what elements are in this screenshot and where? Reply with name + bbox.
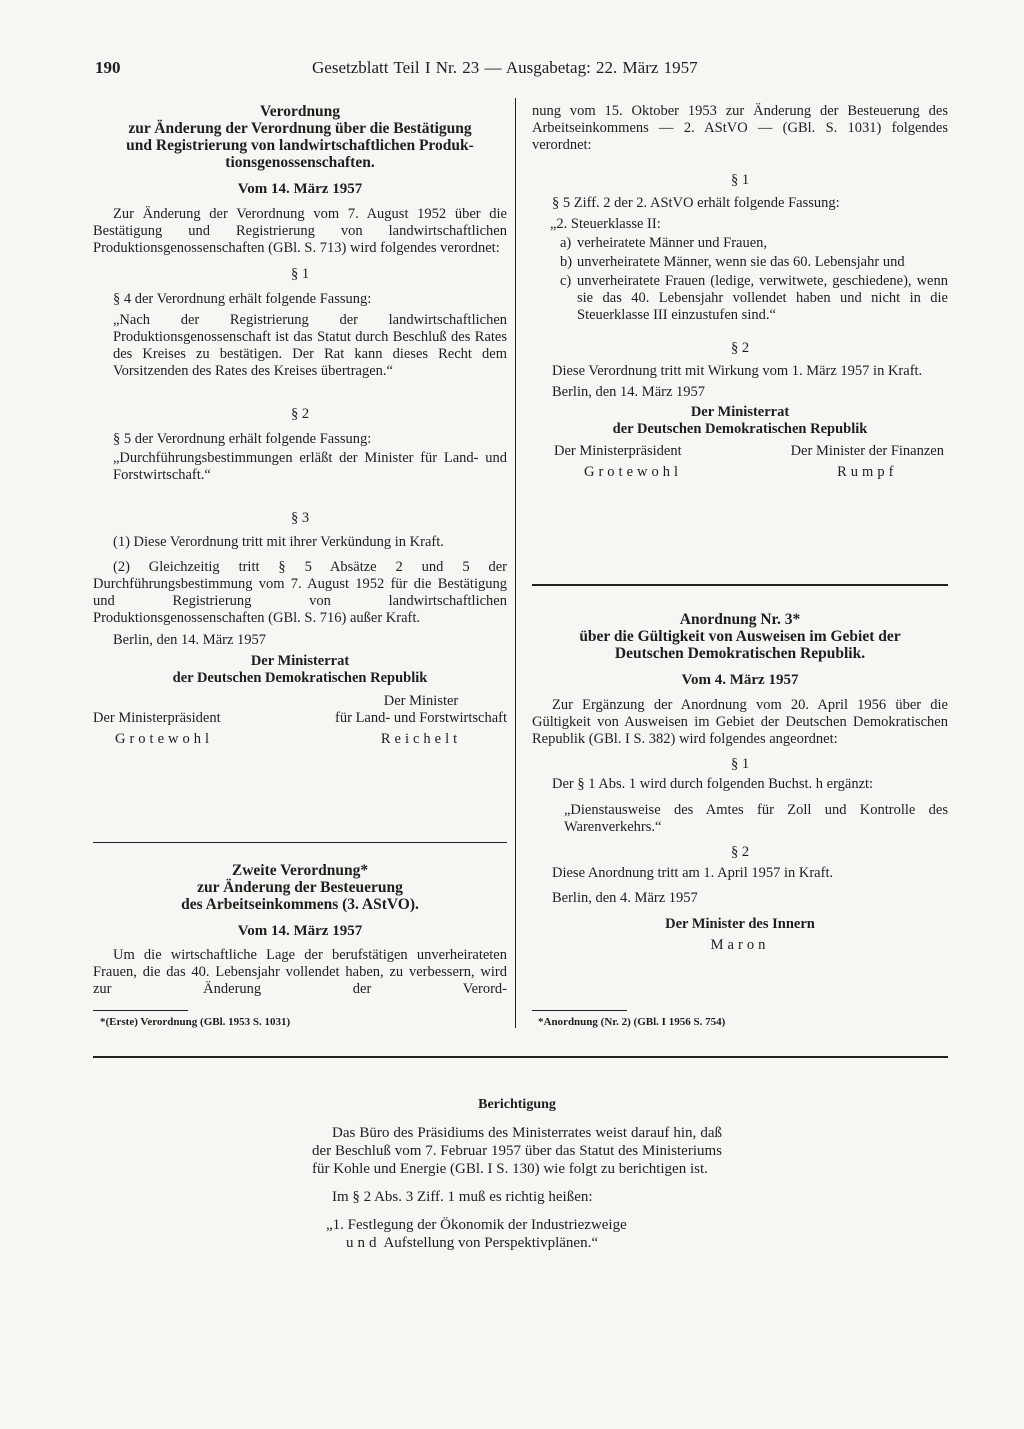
signatory-title: Der Minister des Innern bbox=[665, 916, 815, 932]
section-text: § 5 Ziff. 2 der 2. AStVO erhält folgende Fassung: bbox=[552, 195, 840, 211]
article-title-line: über die Gültigkeit von Ausweisen im Gebiet der bbox=[579, 628, 901, 645]
section-text: Diese Verordnung tritt mit Wirkung vom 1. März 1957 in Kraft. bbox=[552, 363, 923, 379]
section-heading: § 1 bbox=[730, 172, 750, 188]
footnote-rule bbox=[93, 1010, 188, 1011]
list-item-label: a) bbox=[560, 235, 572, 251]
signature-block bbox=[93, 693, 507, 748]
issuer-line: Der Ministerrat bbox=[690, 404, 790, 420]
section-quote: „2. Steuerklasse II: bbox=[550, 216, 661, 232]
signatory-name: Grotewohl bbox=[584, 464, 683, 480]
signatory-name: Maron bbox=[710, 937, 770, 953]
section-quote: „Dienstausweise des Amtes für Zoll und Kontrolle des Warenverkehrs.“ bbox=[564, 802, 948, 835]
section-heading: § 1 bbox=[290, 266, 310, 282]
signature-block bbox=[532, 443, 948, 481]
article-title-line: des Arbeitseinkommens (3. AStVO). bbox=[181, 896, 419, 913]
list-item bbox=[532, 273, 948, 324]
article-anordnung bbox=[532, 611, 948, 954]
page-separator bbox=[93, 1056, 948, 1058]
section-quote: „Durchführungsbestimmungen erläßt der Minister für Land- und Forstwirtschaft.“ bbox=[113, 450, 507, 483]
page-number: 190 bbox=[95, 58, 121, 77]
signature-left bbox=[554, 443, 682, 481]
article-date: Vom 14. März 1957 bbox=[237, 923, 363, 939]
footnote-rule bbox=[532, 1010, 627, 1011]
footnote: *Anordnung (Nr. 2) (GBl. I 1956 S. 754) bbox=[538, 1016, 726, 1028]
issuer-line: der Deutschen Demokratischen Republik bbox=[612, 421, 868, 437]
issuer-line: der Deutschen Demokratischen Republik bbox=[172, 670, 428, 686]
article-title: Zweite Verordnung* bbox=[231, 862, 369, 879]
section-quote: „Nach der Registrierung der landwirtschaftlichen Produktionsgenossenschaft ist das Statut durch Beschluß des Rates des Kreises zu bestätigen. Der Rat kann dieses Recht dem Vorsitzenden des Rates des Kreises übertragen.“ bbox=[113, 312, 507, 379]
quote-text: Aufstellung von Perspektivplänen.“ bbox=[383, 1235, 598, 1251]
signatory-title: Der Ministerpräsident bbox=[93, 710, 221, 726]
correction-text: Das Büro des Präsidiums des Ministerrates weist darauf hin, daß der Beschluß vom 7. Februar 1957 über das Statut des Ministeriums für Kohle und Energie (GBl. I S. 130) wie folgt zu berichtigen ist. bbox=[312, 1125, 722, 1177]
signatory-title: für Land- und Forstwirtschaft bbox=[335, 710, 507, 726]
article-intro: Zur Änderung der Verordnung vom 7. August 1952 über die Bestätigung und Registrierung von landwirtschaftlichen Produktionsgenossenschaften (GBl. S. 713) wird folgendes verordnet: bbox=[93, 206, 507, 256]
correction-quote: „1. Festlegung der Ökonomik der Industriezweige bbox=[326, 1217, 627, 1233]
signature-right bbox=[791, 443, 944, 481]
article-intro: Zur Ergänzung der Anordnung vom 20. April 1956 über die Gültigkeit von Ausweisen im Gebiet der Deutschen Demokratischen Republik (GBl. I S. 382) wird folgendes angeordnet: bbox=[532, 697, 948, 747]
issuer-line: Der Ministerrat bbox=[250, 653, 350, 669]
signature-left bbox=[93, 693, 221, 748]
right-column bbox=[532, 103, 948, 481]
section-paragraph: (1) Diese Verordnung tritt mit ihrer Verkündung in Kraft. bbox=[113, 534, 444, 550]
article-title-line: zur Änderung der Besteuerung bbox=[197, 879, 403, 896]
list-item bbox=[532, 254, 948, 271]
signatory-name: Rumpf bbox=[837, 464, 898, 480]
section-text: Der § 1 Abs. 1 wird durch folgenden Buchst. h ergänzt: bbox=[552, 776, 874, 792]
signatory-title: Der Minister der Finanzen bbox=[790, 443, 944, 459]
footnote: *(Erste) Verordnung (GBl. 1953 S. 1031) bbox=[100, 1016, 291, 1028]
list-item-text: unverheiratete Männer, wenn sie das 60. Lebensjahr und bbox=[577, 254, 905, 270]
article-title-line: und Registrierung von landwirtschaftlichen Produk- bbox=[126, 137, 474, 154]
column-divider bbox=[515, 98, 516, 1028]
article-intro: Um die wirtschaftliche Lage der berufstätigen unverheirateten Frauen, die das 40. Lebensjahr vollendet haben, zu verbessern, wird zur Änderung der Verord- bbox=[93, 947, 507, 997]
list-item-text: verheiratete Männer und Frauen, bbox=[577, 235, 768, 251]
article-intro-continued: nung vom 15. Oktober 1953 zur Änderung der Besteuerung des Arbeitseinkommens — 2. AStVO — (GBl. S. 1031) folgendes verordnet: bbox=[532, 103, 948, 153]
article-title-line: zur Änderung der Verordnung über die Bestätigung bbox=[128, 120, 472, 137]
article-title-line: tionsgenossenschaften. bbox=[225, 154, 375, 171]
section-paragraph: (2) Gleichzeitig tritt § 5 Absätze 2 und 5 der Durchführungsbestimmung vom 7. August 1952 für die Bestätigung und Registrierung von landwirtschaftlichen Produktionsgenossenschaften (GBl. S. 716) außer Kraft. bbox=[93, 559, 507, 626]
correction-instruction: Im § 2 Abs. 3 Ziff. 1 muß es richtig heißen: bbox=[332, 1189, 593, 1205]
signature-right bbox=[335, 693, 507, 748]
signatory-title: Der Ministerpräsident bbox=[554, 443, 682, 459]
article-title: Verordnung bbox=[259, 103, 341, 120]
left-column bbox=[93, 103, 507, 748]
correction-title: Berichtigung bbox=[478, 1097, 556, 1112]
signatory-title: Der Minister bbox=[383, 693, 459, 709]
section-text: § 4 der Verordnung erhält folgende Fassung: bbox=[113, 291, 372, 307]
section-heading: § 2 bbox=[290, 406, 310, 422]
list-item-label: c) bbox=[560, 273, 572, 289]
signatory-name: Grotewohl bbox=[115, 731, 214, 747]
signatory-name: Reichelt bbox=[380, 731, 462, 747]
correction-quote-line bbox=[312, 1234, 722, 1252]
running-title: Gesetzblatt Teil I Nr. 23 — Ausgabetag: 22. März 1957 bbox=[312, 58, 698, 77]
section-text: Diese Anordnung tritt am 1. April 1957 in Kraft. bbox=[552, 865, 834, 881]
article-verordnung-lpg bbox=[93, 103, 507, 748]
article-date: Vom 4. März 1957 bbox=[681, 672, 799, 688]
section-heading: § 1 bbox=[730, 756, 750, 772]
list-item-text: unverheiratete Frauen (ledige, verwitwete, geschiedene), wenn sie das 40. Lebensjahr vollendet haben und nicht in die Steuerklasse III einzustufen sind.“ bbox=[577, 273, 948, 323]
section-separator bbox=[532, 584, 948, 586]
article-astvo-left bbox=[93, 862, 507, 998]
section-separator bbox=[93, 842, 507, 843]
section-heading: § 2 bbox=[730, 340, 750, 356]
article-title-line: Deutschen Demokratischen Republik. bbox=[614, 645, 866, 662]
place-date: Berlin, den 14. März 1957 bbox=[552, 384, 706, 400]
list-item-label: b) bbox=[560, 254, 573, 270]
place-date: Berlin, den 14. März 1957 bbox=[113, 632, 267, 648]
section-heading: § 3 bbox=[290, 510, 310, 526]
article-title: Anordnung Nr. 3* bbox=[679, 611, 801, 628]
spaced-word: und bbox=[346, 1235, 381, 1251]
list-item bbox=[532, 235, 948, 252]
place-date: Berlin, den 4. März 1957 bbox=[552, 890, 698, 906]
section-text: § 5 der Verordnung erhält folgende Fassung: bbox=[113, 431, 372, 447]
article-date: Vom 14. März 1957 bbox=[237, 181, 363, 197]
section-heading: § 2 bbox=[730, 844, 750, 860]
correction-notice bbox=[312, 1096, 722, 1252]
